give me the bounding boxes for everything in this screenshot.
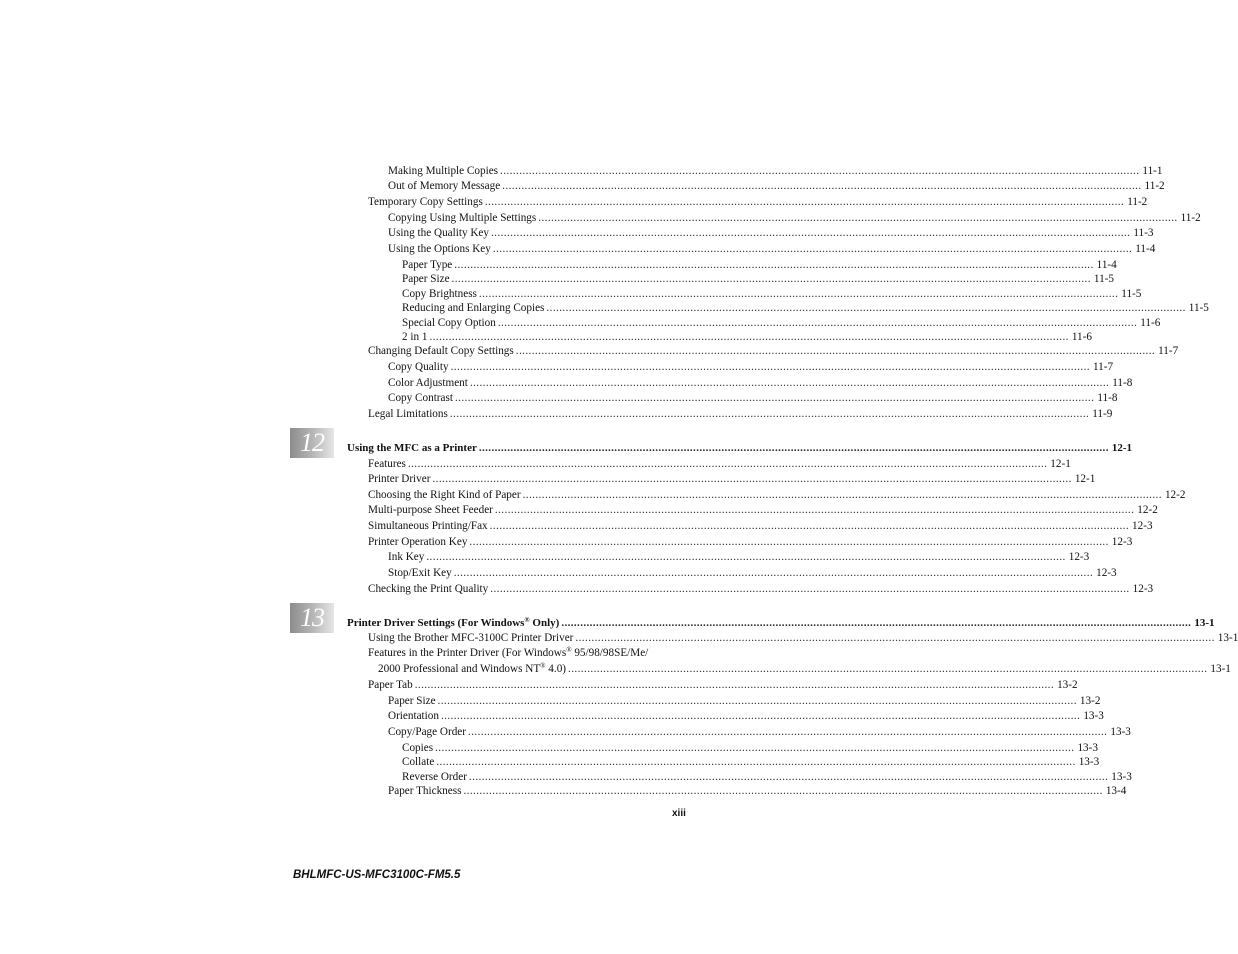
toc-entry-title: Stop/Exit Key — [388, 567, 452, 579]
toc-entry-title: Special Copy Option — [402, 317, 496, 329]
toc-entry — [388, 725, 1131, 739]
dot-leader: ........................................................................................................................................................................................................ — [469, 536, 1109, 548]
toc-entry-title: Paper Thickness — [388, 785, 462, 797]
toc-entry-title: Using the MFC as a Printer — [347, 442, 477, 454]
dot-leader: ........................................................................................................................................................................................................ — [468, 726, 1108, 738]
toc-entry-title: Copy Quality — [388, 361, 449, 373]
toc-entry-page: 12-2 — [1137, 504, 1158, 516]
toc-entry-title: 2000 Professional and Windows NT® 4.0) — [378, 662, 567, 675]
toc-entry-title: Copy Brightness — [402, 288, 477, 300]
toc-entry-page: 13-3 — [1077, 742, 1098, 754]
toc-entry — [388, 226, 1154, 240]
toc-entry — [388, 550, 1090, 564]
toc-entry-page: 11-7 — [1092, 361, 1114, 373]
toc-entry-page: 12-3 — [1132, 583, 1154, 595]
toc-entry — [402, 330, 1092, 344]
dot-leader: ........................................................................................................................................................................................................ — [454, 392, 1095, 404]
toc-entry — [402, 301, 1209, 315]
toc-entry — [388, 709, 1104, 723]
toc-entry — [402, 272, 1114, 286]
toc-entry-title: Printer Driver Settings (For Windows® Only) — [347, 616, 560, 629]
dot-leader: ........................................................................................................................................................................................................ — [561, 617, 1192, 629]
dot-leader: ........................................................................................................................................................................................................ — [449, 408, 1090, 420]
toc-entry-title: Simultaneous Printing/Fax — [368, 520, 488, 532]
toc-entry — [388, 211, 1201, 225]
toc-entry-title: Choosing the Right Kind of Paper — [368, 489, 521, 501]
dot-leader: ........................................................................................................................................................................................................ — [436, 756, 1076, 768]
toc-entry-page: 11-8 — [1097, 392, 1118, 404]
toc-entry-page: 11-5 — [1093, 273, 1114, 285]
toc-entry-title: Printer Operation Key — [368, 536, 468, 548]
toc-entry-page: 11-7 — [1158, 345, 1179, 357]
toc-entry — [378, 662, 1231, 676]
toc-entry — [368, 678, 1078, 692]
toc-entry-title: Paper Size — [388, 695, 436, 707]
toc-entry — [388, 694, 1101, 708]
toc-entry-title: Checking the Print Quality — [368, 583, 489, 595]
toc-entry-page: 13-3 — [1083, 710, 1104, 722]
dot-leader: ........................................................................................................................................................................................................ — [546, 302, 1186, 314]
toc-entry — [388, 566, 1117, 580]
toc-entry-page: 12-1 — [1074, 473, 1096, 485]
toc-entry — [368, 631, 1238, 645]
toc-entry-title: Copies — [402, 742, 434, 754]
toc-chapter-heading — [347, 616, 1215, 630]
toc-entry — [368, 407, 1113, 421]
toc-entry-title: Orientation — [388, 710, 439, 722]
chapter-tab-13 — [290, 603, 334, 633]
toc-entry-title: Using the Quality Key — [388, 227, 489, 239]
toc-entry-page: 11-3 — [1133, 227, 1154, 239]
chapter-number: 12 — [300, 428, 324, 457]
toc-entry-title: Copy Contrast — [388, 392, 453, 404]
toc-entry-title: Changing Default Copy Settings — [368, 345, 514, 357]
dot-leader: ........................................................................................................................................................................................................ — [492, 243, 1133, 255]
toc-entry-page: 13-4 — [1105, 785, 1127, 797]
dot-leader: ........................................................................................................................................................................................................ — [435, 742, 1075, 754]
dot-leader: ........................................................................................................................................................................................................ — [500, 165, 1140, 177]
toc-entry-title: Copy/Page Order — [388, 726, 466, 738]
toc-entry-page: 11-5 — [1121, 288, 1142, 300]
toc-entry-page: 12-1 — [1111, 442, 1133, 454]
toc-entry — [388, 360, 1114, 374]
dot-leader: ........................................................................................................................................................................................................ — [478, 442, 1109, 454]
toc-entry — [368, 535, 1133, 549]
dot-leader: ........................................................................................................................................................................................................ — [502, 180, 1142, 192]
toc-entry-page: 12-3 — [1132, 520, 1153, 532]
toc-entry-page: 12-1 — [1050, 458, 1071, 470]
toc-entry-title: Features — [368, 458, 406, 470]
toc-entry-page: 11-8 — [1112, 377, 1133, 389]
dot-leader: ........................................................................................................................................................................................................ — [440, 710, 1081, 722]
toc-entry-title: Ink Key — [388, 551, 425, 563]
toc-entry — [402, 770, 1132, 784]
toc-entry — [388, 242, 1156, 256]
toc-entry — [368, 472, 1096, 486]
toc-entry — [368, 344, 1179, 358]
dot-leader: ........................................................................................................................................................................................................ — [490, 227, 1131, 239]
dot-leader: ........................................................................................................................................................................................................ — [463, 785, 1103, 797]
dot-leader: ........................................................................................................................................................................................................ — [451, 273, 1091, 285]
dot-leader: ........................................................................................................................................................................................................ — [575, 632, 1215, 644]
toc-entry-page: 11-9 — [1092, 408, 1113, 420]
toc-entry-title: 2 in 1 — [402, 331, 428, 343]
toc-entry-page: 12-3 — [1068, 551, 1090, 563]
toc-entry — [388, 376, 1133, 390]
dot-leader: ........................................................................................................................................................................................................ — [515, 345, 1156, 357]
dot-leader: ........................................................................................................................................................................................................ — [489, 520, 1130, 532]
toc-entry — [402, 755, 1100, 769]
toc-entry-title: Paper Tab — [368, 679, 413, 691]
toc-entry-page: 11-6 — [1140, 317, 1161, 329]
toc-entry-page: 13-1 — [1210, 663, 1231, 675]
toc-entry-title: Using the Options Key — [388, 243, 491, 255]
toc-chapter-heading — [347, 441, 1133, 455]
toc-entry — [368, 488, 1186, 502]
page-number: xiii — [672, 808, 686, 819]
toc-entry-title: Reverse Order — [402, 771, 467, 783]
dot-leader: ........................................................................................................................................................................................................ — [454, 259, 1094, 271]
dot-leader: ........................................................................................................................................................................................................ — [450, 361, 1090, 373]
toc-entry — [368, 195, 1148, 209]
toc-entry — [388, 391, 1118, 405]
toc-entry-title: Reducing and Enlarging Copies — [402, 302, 545, 314]
toc-entry-page: 11-2 — [1180, 212, 1201, 224]
chapter-tab-12 — [290, 428, 334, 458]
toc-entry-title: Paper Type — [402, 259, 453, 271]
dot-leader: ........................................................................................................................................................................................................ — [469, 377, 1110, 389]
dot-leader: ........................................................................................................................................................................................................ — [538, 212, 1178, 224]
toc-entry-title: Legal Limitations — [368, 408, 448, 420]
toc-entry-page: 12-3 — [1096, 567, 1117, 579]
toc-entry-title: Collate — [402, 756, 435, 768]
toc-entry-page: 13-3 — [1110, 726, 1131, 738]
toc-entry-title: Printer Driver — [368, 473, 431, 485]
toc-entry — [368, 647, 689, 661]
dot-leader: ........................................................................................................................................................................................................ — [478, 288, 1119, 300]
toc-entry — [368, 519, 1153, 533]
toc-entry-title: Making Multiple Copies — [388, 165, 499, 177]
toc-entry-title: Features in the Printer Driver (For Windows® 95/98/98SE/Me/ — [368, 646, 649, 659]
dot-leader: ........................................................................................................................................................................................................ — [568, 663, 1208, 675]
toc-entry-title: Multi-purpose Sheet Feeder — [368, 504, 493, 516]
toc-entry — [388, 179, 1165, 193]
toc-entry — [388, 784, 1127, 798]
toc-entry-title: Paper Size — [402, 273, 450, 285]
dot-leader: ........................................................................................................................................................................................................ — [468, 771, 1109, 783]
toc-entry — [368, 457, 1071, 471]
toc-entry — [368, 503, 1158, 517]
document-footer: BHLMFC-US-MFC3100C-FM5.5 — [293, 869, 461, 881]
dot-leader: ........................................................................................................................................................................................................ — [453, 567, 1094, 579]
toc-entry-page: 12-2 — [1164, 489, 1186, 501]
toc-entry-page: 11-5 — [1188, 302, 1209, 314]
toc-entry-page: 11-2 — [1127, 196, 1148, 208]
toc-entry-page: 13-1 — [1217, 632, 1238, 644]
toc-entry-title: Color Adjustment — [388, 377, 468, 389]
toc-entry-page: 11-4 — [1096, 259, 1117, 271]
toc-entry — [402, 258, 1117, 272]
dot-leader: ........................................................................................................................................................................................................ — [522, 489, 1162, 501]
dot-leader: ........................................................................................................................................................................................................ — [494, 504, 1135, 516]
dot-leader: ........................................................................................................................................................................................................ — [429, 331, 1069, 343]
toc-entry — [368, 582, 1154, 596]
toc-entry-page: 13-1 — [1194, 617, 1215, 629]
toc-entry-page: 13-2 — [1079, 695, 1101, 707]
dot-leader: ........................................................................................................................................................................................................ — [407, 458, 1048, 470]
toc-entry-title: Using the Brother MFC-3100C Printer Driver — [368, 632, 574, 644]
toc-entry — [388, 164, 1163, 178]
toc-entry-title: Out of Memory Message — [388, 180, 501, 192]
toc-entry-title: Temporary Copy Settings — [368, 196, 483, 208]
toc-entry-page: 13-3 — [1078, 756, 1100, 768]
toc-entry-page: 11-4 — [1135, 243, 1156, 255]
toc-entry-title: Copying Using Multiple Settings — [388, 212, 537, 224]
toc-entry — [402, 287, 1142, 301]
toc-entry-page: 11-1 — [1142, 165, 1163, 177]
dot-leader: ........................................................................................................................................................................................................ — [437, 695, 1077, 707]
dot-leader: ........................................................................................................................................................................................................ — [414, 679, 1055, 691]
toc-entry-page: 12-3 — [1111, 536, 1133, 548]
dot-leader: ........................................................................................................................................................................................................ — [497, 317, 1138, 329]
dot-leader: ........................................................................................................................................................................................................ — [426, 551, 1066, 563]
toc-entry — [402, 316, 1161, 330]
dot-leader: ........................................................................................................................................................................................................ — [432, 473, 1072, 485]
toc-entry-page: 11-2 — [1144, 180, 1165, 192]
toc-entry-page: 13-2 — [1057, 679, 1078, 691]
dot-leader: ........................................................................................................................................................................................................ — [490, 583, 1130, 595]
toc-entry-page: 11-6 — [1071, 331, 1092, 343]
dot-leader: ........................................................................................................................................................................................................ — [484, 196, 1125, 208]
toc-entry-page: 13-3 — [1111, 771, 1132, 783]
chapter-number: 13 — [300, 603, 324, 632]
toc-entry — [402, 741, 1098, 755]
